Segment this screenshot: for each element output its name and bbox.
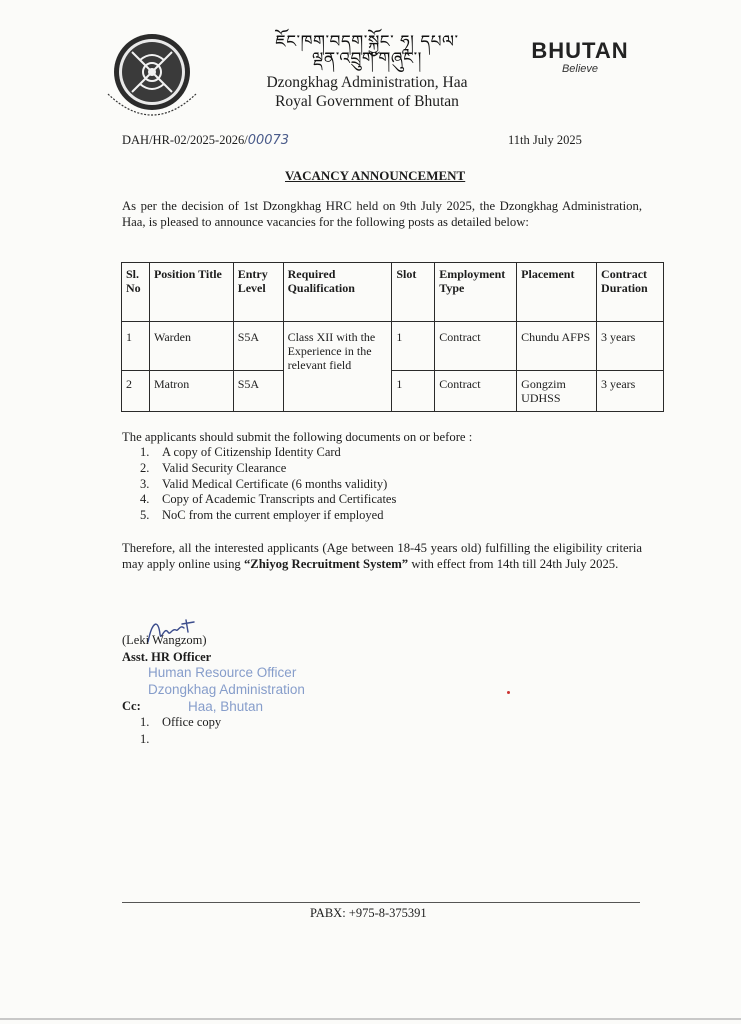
table-cell: 3 years — [597, 322, 664, 371]
cc-list — [140, 714, 221, 748]
header-cell: Sl. No — [122, 263, 150, 322]
table-cell: Contract — [435, 322, 517, 371]
list-item: 1. Office copy — [140, 715, 222, 729]
table-cell: Matron — [149, 371, 233, 412]
reference-handwritten-number: 00073 — [247, 133, 290, 148]
document-title: VACANCY ANNOUNCEMENT — [285, 168, 466, 183]
cc-label: Cc: — [122, 699, 141, 713]
table-cell: Warden — [149, 322, 233, 371]
table-header-row — [122, 263, 664, 322]
table-cell-qualification: Class XII with the Experience in the relevant field — [283, 322, 392, 412]
header-cell: Required Qualification — [283, 263, 392, 322]
signatory-title: Asst. HR Officer — [122, 650, 212, 664]
table-cell: 1 — [392, 371, 435, 412]
signatory-name: (Leki Wangzom) — [122, 633, 207, 647]
table-cell: 2 — [122, 371, 150, 412]
table-cell: S5A — [233, 322, 283, 371]
reference-number — [122, 133, 289, 148]
table-cell: S5A — [233, 371, 283, 412]
list-item: 4. Copy of Academic Transcripts and Certificates — [140, 492, 397, 507]
table-cell: Contract — [435, 371, 517, 412]
table-cell: Gongzim UDHSS — [517, 371, 597, 412]
table-row — [122, 371, 664, 412]
table-cell: Chundu AFPS — [517, 322, 597, 371]
dzongkha-heading: ཇོང་ཁག་བདག་སྐྱོང་ ཧཱ། དཔལ་ལྡན་འབྲུག་གཞུང་། — [275, 32, 459, 69]
list-item: 5. NoC from the current employer if employed — [140, 508, 384, 523]
scan-edge-line — [0, 1018, 741, 1020]
header-cell: Position Title — [149, 263, 233, 322]
letter-date: 11th July 2025 — [508, 133, 582, 147]
table-cell: 1 — [392, 322, 435, 371]
header-cell: Placement — [517, 263, 597, 322]
table-cell: 3 years — [597, 371, 664, 412]
ink-dot — [507, 691, 510, 694]
reference-prefix: DAH/HR-02/2025-2026/ — [122, 133, 248, 147]
list-item: 1. — [140, 732, 150, 746]
table-row — [122, 322, 664, 371]
intro-paragraph: As per the decision of 1st Dzongkhag HRC held on 9th July 2025, the Dzongkhag Administration, Haa, is pleased to announce vacancies for the following posts as detailed below: — [122, 199, 642, 229]
documents-intro: The applicants should submit the following documents on or before : — [122, 430, 473, 444]
footer-divider — [122, 902, 640, 903]
header-cell: Entry Level — [233, 263, 283, 322]
vacancy-table — [121, 262, 664, 412]
table-cell: 1 — [122, 322, 150, 371]
closing-paragraph: Therefore, all the interested applicants (Age between 18-45 years old) fulfilling the eligibility criteria may apply online using “Zhiyog Recruitment System” with effect from 14th till 24th July 2025. — [122, 541, 642, 571]
list-item: 2. Valid Security Clearance — [140, 460, 287, 475]
list-item: 3. Valid Medical Certificate (6 months validity) — [140, 476, 388, 491]
brand-tagline: Believe — [561, 63, 599, 75]
government-name: Royal Government of Bhutan — [275, 93, 459, 110]
brand-name: BHUTAN — [531, 38, 629, 63]
header-cell: Employment Type — [435, 263, 517, 322]
header-cell: Contract Duration — [597, 263, 664, 322]
organization-name: Dzongkhag Administration, Haa — [266, 74, 468, 91]
footer-pabx: PABX: +975-8-375391 — [310, 906, 427, 920]
bhutan-believe-logo — [520, 38, 640, 75]
system-name: “Zhiyog Recruitment System” — [243, 557, 409, 571]
documents-list — [140, 445, 396, 524]
list-item: 1. A copy of Citizenship Identity Card — [140, 445, 341, 459]
header-cell: Slot — [392, 263, 435, 322]
official-stamp: Human Resource Officer Dzongkhag Administration Haa, Bhutan — [148, 665, 305, 714]
bhutan-emblem-logo — [100, 24, 204, 128]
